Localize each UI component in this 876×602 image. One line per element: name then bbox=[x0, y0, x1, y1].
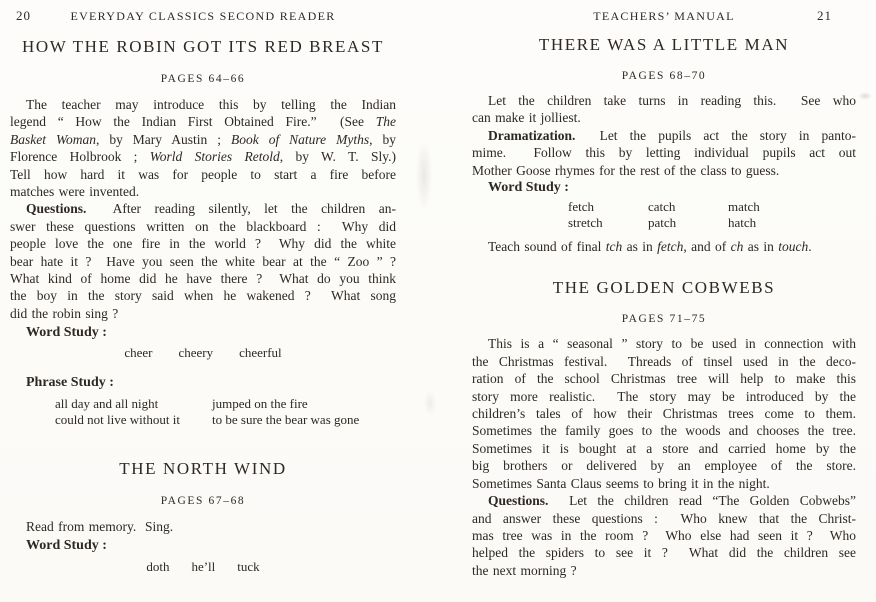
phrase-study-heading: Phrase Study : bbox=[26, 374, 114, 390]
paragraph-little-man-intro: Let the children take turns in reading this. See who can make it jolliest. bbox=[472, 93, 856, 126]
word-item: fetch bbox=[568, 199, 594, 215]
word-study-list bbox=[10, 559, 396, 575]
section-title-little-man: THERE WAS A LITTLE MAN bbox=[538, 35, 790, 54]
word-item: patch bbox=[648, 214, 677, 230]
word-item: cheer bbox=[124, 345, 153, 361]
pages-range-little-man: PAGES 68–70 bbox=[621, 70, 707, 82]
word-item: match bbox=[728, 199, 760, 215]
pages-range-north-wind: PAGES 67–68 bbox=[160, 494, 246, 507]
word-grid-column bbox=[568, 199, 648, 230]
word-item: he’ll bbox=[191, 559, 216, 575]
running-head-left: EVERYDAY CLASSICS SECOND READER bbox=[70, 9, 336, 23]
word-study-heading: Word Study : bbox=[488, 180, 569, 196]
word-item: cheerful bbox=[239, 345, 282, 361]
word-study-grid bbox=[472, 199, 856, 230]
left-page bbox=[10, 0, 396, 602]
paragraph-dramatization: Dramatization. Let the pupils act the story in panto- mime. Follow this by letting individual pupils act out Mother Goose rhymes for the rest of the class to guess. bbox=[472, 127, 856, 178]
running-head-right: TEACHERS’ MANUAL bbox=[593, 9, 735, 23]
page-number-right: 21 bbox=[817, 8, 832, 23]
phrase-column bbox=[212, 396, 359, 428]
paragraph-cobwebs-questions: Questions. Let the children read “The Golden Cobwebs” and answer these questions : Who knew that the Christ- mas tree was in the room ? Who else had seen it ? Who helped the spiders to see it ? What did the children see the next morning ? bbox=[472, 493, 856, 578]
paragraph-robin-intro: The teacher may introduce this by telling the Indian legend “ How the Indian First Obtained Fire.” (See The Basket Woman, by Mary Austin ; Book of Nature Myths, by Florence Holbrook ; World Stories Retold, by W. T. Sly.) Tell how hard it was for people to start a fire before matches were invented. bbox=[10, 97, 396, 200]
paragraph-north-wind: Read from memory. Sing. bbox=[26, 518, 174, 534]
phrase-item: all day and all night bbox=[55, 395, 159, 411]
scan-smudge bbox=[858, 92, 872, 100]
section-title-north-wind: THE NORTH WIND bbox=[119, 458, 287, 478]
section-title-robin: HOW THE ROBIN GOT ITS RED BREAST bbox=[22, 37, 384, 56]
word-item: catch bbox=[648, 199, 676, 215]
word-grid-column bbox=[728, 199, 808, 230]
word-item: hatch bbox=[728, 214, 757, 230]
paragraph-teach-sound: Teach sound of final tch as in fetch, and of ch as in touch. bbox=[488, 239, 812, 255]
paragraph-cobwebs-intro: This is a “ seasonal ” story to be used in connection with the Christmas festival. Threads of tinsel used in the deco- ration of the school Christmas tree will help to make this story more realistic. The story may be introduced by the children’s tales of how their Christmas trees come to them. Sometimes the family goes to the woods and chooses the tree. Sometimes it is bought at a store and carried home by the big brothers or delivered by an employee of the store. Sometimes Santa Claus seems to bring it in the night. bbox=[472, 336, 856, 491]
word-grid-column bbox=[648, 199, 728, 230]
word-item: stretch bbox=[568, 214, 603, 230]
word-item: doth bbox=[146, 559, 170, 575]
phrase-study-list bbox=[55, 396, 396, 428]
word-study-heading: Word Study : bbox=[26, 325, 107, 341]
scan-smudge bbox=[416, 140, 432, 210]
word-study-list bbox=[10, 345, 396, 361]
word-study-heading: Word Study : bbox=[26, 538, 107, 554]
word-item: cheery bbox=[178, 345, 214, 361]
right-page bbox=[472, 0, 856, 602]
pages-range-robin: PAGES 64–66 bbox=[160, 73, 246, 85]
phrase-item: could not live without it bbox=[55, 411, 180, 427]
scan-smudge bbox=[424, 390, 436, 416]
page-number-left: 20 bbox=[16, 8, 31, 23]
phrase-column bbox=[55, 396, 212, 428]
phrase-item: jumped on the fire bbox=[212, 395, 308, 411]
word-item: tuck bbox=[237, 559, 260, 575]
section-title-golden-cobwebs: THE GOLDEN COBWEBS bbox=[552, 278, 776, 298]
phrase-item: to be sure the bear was gone bbox=[212, 411, 360, 427]
paragraph-robin-questions: Questions. After reading silently, let the children an- swer these questions written on the blackboard : Why did people love the one fire in the world ? Why did the white bear hate it ? Have you seen the white bear at the “ Zoo ” ? What kind of home did he have there ? What do you think the boy in the story said when he wakened ? What song did the robin sing ? bbox=[10, 201, 396, 321]
pages-range-golden-cobwebs: PAGES 71–75 bbox=[621, 313, 707, 326]
